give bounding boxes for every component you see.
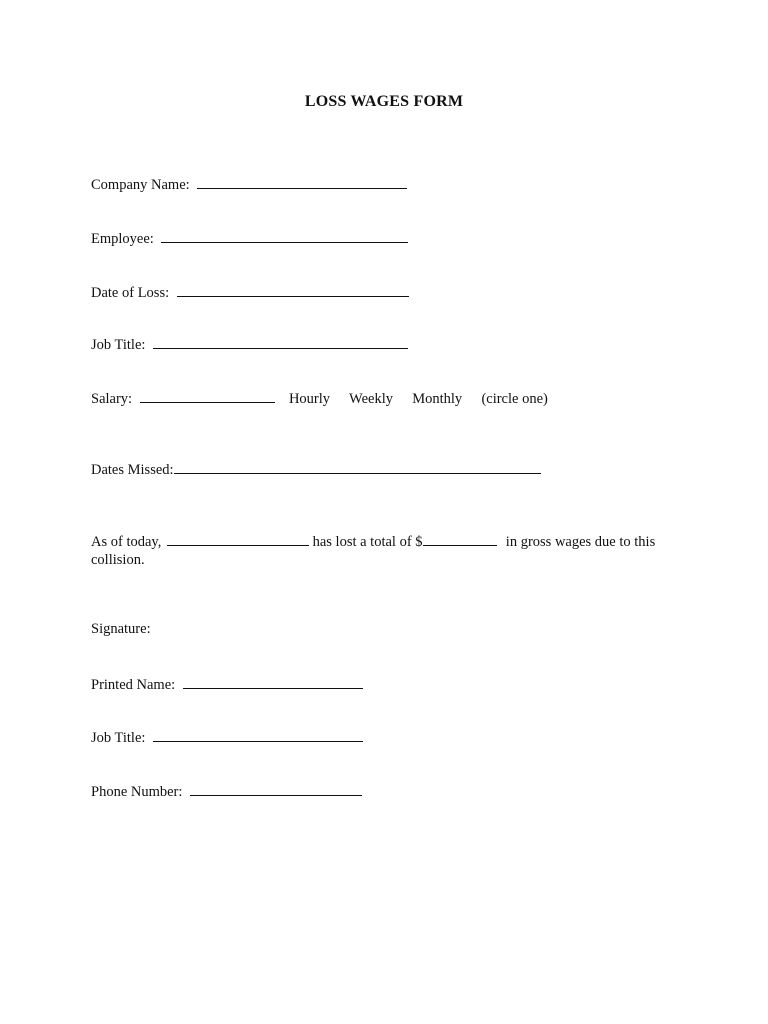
salary-row [91, 388, 548, 408]
statement-middle: has lost a total of $ [312, 534, 423, 550]
statement-amount-field[interactable] [423, 531, 497, 546]
company-name-row [91, 174, 407, 194]
salary-option-weekly[interactable]: Weekly [349, 391, 393, 407]
phone-number-label: Phone Number: [91, 784, 183, 800]
job-title-2-field[interactable] [153, 727, 363, 742]
phone-number-row [91, 781, 362, 801]
job-title-2-label: Job Title: [91, 730, 146, 746]
salary-instruction: (circle one) [481, 391, 548, 407]
printed-name-field[interactable] [183, 674, 363, 689]
salary-field[interactable] [140, 388, 275, 403]
company-name-label: Company Name: [91, 177, 190, 193]
signature-row [91, 620, 151, 638]
form-title: LOSS WAGES FORM [304, 93, 464, 110]
job-title-row [91, 334, 408, 354]
job-title-field[interactable] [153, 334, 408, 349]
signature-label: Signature: [91, 621, 151, 637]
job-title-label: Job Title: [91, 337, 146, 353]
statement-suffix: in gross wages due to this collision. [91, 534, 656, 568]
statement-prefix: As of today, [91, 534, 162, 550]
salary-option-hourly[interactable]: Hourly [288, 391, 331, 407]
employee-label: Employee: [91, 231, 154, 247]
job-title-2-row [91, 727, 363, 747]
date-of-loss-label: Date of Loss: [91, 285, 170, 301]
phone-number-field[interactable] [190, 781, 362, 796]
date-of-loss-field[interactable] [177, 282, 409, 297]
statement-employee-field[interactable] [167, 531, 309, 546]
salary-option-monthly[interactable]: Monthly [412, 391, 463, 407]
dates-missed-field[interactable] [174, 459, 541, 474]
company-name-field[interactable] [197, 174, 407, 189]
dates-missed-row [91, 459, 541, 479]
salary-label: Salary: [91, 391, 133, 407]
dates-missed-label: Dates Missed: [91, 462, 174, 478]
printed-name-row [91, 674, 363, 694]
employee-row [91, 228, 408, 248]
employee-field[interactable] [161, 228, 408, 243]
printed-name-label: Printed Name: [91, 677, 176, 693]
date-of-loss-row [91, 282, 409, 302]
statement-paragraph [91, 531, 691, 569]
